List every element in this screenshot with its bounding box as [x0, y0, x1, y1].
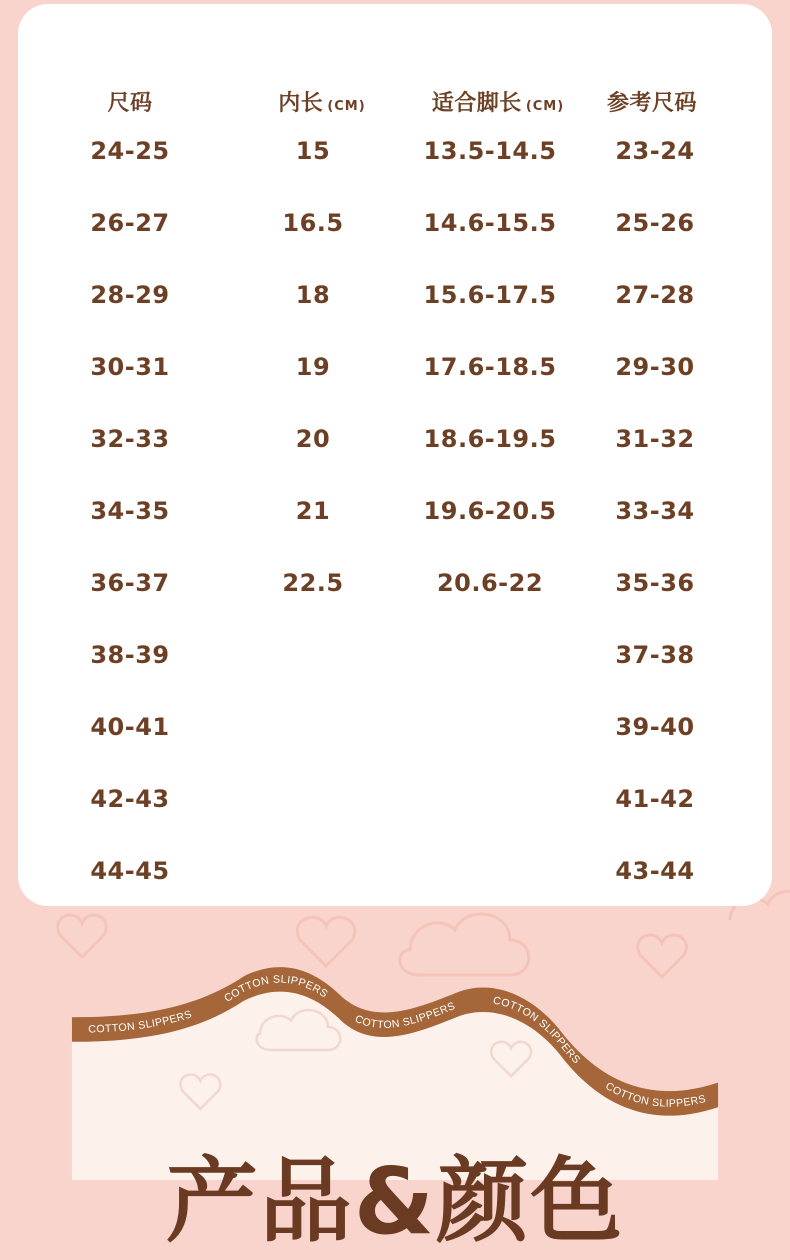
header-foot-length-label: 适合脚长: [431, 91, 522, 116]
size-cell: 26-27: [90, 209, 170, 237]
reference-size-cell: 25-26: [615, 209, 695, 237]
size-cell: 30-31: [90, 353, 170, 381]
size-cell: 28-29: [90, 281, 170, 309]
reference-size-cell: 31-32: [615, 425, 695, 453]
reference-size-cell: 27-28: [615, 281, 695, 309]
size-cell: 40-41: [90, 713, 170, 741]
size-cell: 42-43: [90, 785, 170, 813]
ribbon-text: COTTON SLIPPERS: [603, 1080, 708, 1110]
inner-length-cell: 18: [295, 281, 331, 309]
inner-length-cell: 19: [295, 353, 331, 381]
reference-size-cell: 33-34: [615, 497, 695, 525]
size-cell: 44-45: [90, 857, 170, 885]
ribbon-text: COTTON SLIPPERS: [222, 973, 330, 1005]
reference-size-cell: 29-30: [615, 353, 695, 381]
ribbon-text: COTTON SLIPPERS: [492, 994, 583, 1067]
inner-length-cell: 16.5: [282, 209, 344, 237]
foot-length-cell: 19.6-20.5: [423, 497, 557, 525]
size-cell: 34-35: [90, 497, 170, 525]
inner-length-cell: 22.5: [282, 569, 344, 597]
size-cell: 38-39: [90, 641, 170, 669]
ribbon-text: COTTON SLIPPERS: [88, 1008, 194, 1036]
reference-size-cell: 35-36: [615, 569, 695, 597]
reference-size-cell: 43-44: [615, 857, 695, 885]
size-cell: 32-33: [90, 425, 170, 453]
reference-size-cell: 39-40: [615, 713, 695, 741]
foot-length-cell: 20.6-22: [436, 569, 544, 597]
reference-size-cell: 23-24: [615, 137, 695, 165]
inner-length-cell: 15: [295, 137, 331, 165]
header-inner-length-label: 内长: [278, 91, 324, 116]
foot-length-cell: 18.6-19.5: [423, 425, 557, 453]
size-cell: 24-25: [90, 137, 170, 165]
reference-size-cell: 41-42: [615, 785, 695, 813]
heart-icon: [58, 915, 107, 957]
header-inner-length-unit: (CM): [327, 99, 366, 114]
header-foot-length-unit: (CM): [525, 99, 565, 114]
foot-length-cell: 17.6-18.5: [423, 353, 557, 381]
foot-length-cell: 15.6-17.5: [423, 281, 557, 309]
header-size: [30, 86, 230, 117]
section-title: 产品&颜色: [165, 1148, 625, 1255]
header-inner-length: [222, 86, 422, 117]
foot-length-cell: 13.5-14.5: [423, 137, 557, 165]
inner-length-cell: 21: [295, 497, 331, 525]
size-cell: 36-37: [90, 569, 170, 597]
reference-size-cell: 37-38: [615, 641, 695, 669]
header-size-label: 尺码: [107, 91, 153, 116]
heart-icon: [297, 917, 355, 966]
inner-length-cell: 20: [295, 425, 331, 453]
foot-length-cell: 14.6-15.5: [423, 209, 557, 237]
header-reference-size-label: 参考尺码: [606, 91, 697, 116]
header-reference-size: [552, 86, 752, 117]
ribbon-text: COTTON SLIPPERS: [353, 1000, 458, 1032]
